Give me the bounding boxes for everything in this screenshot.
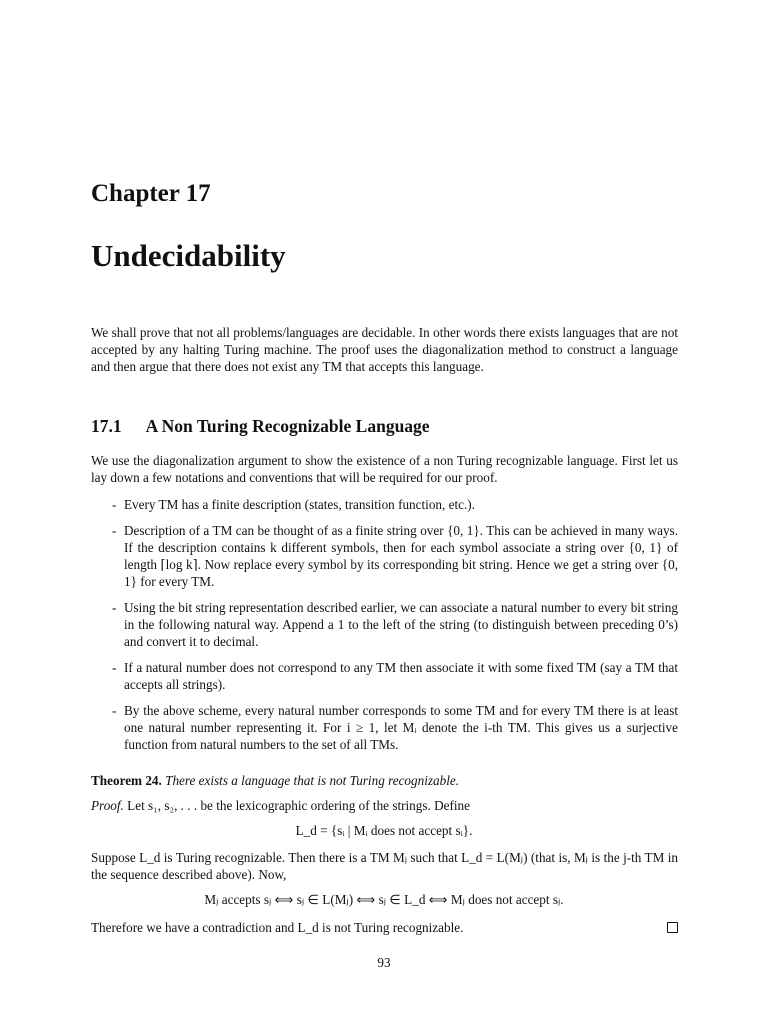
chapter-label: Chapter 17 [91,180,211,207]
chapter-title: Undecidability [91,238,286,273]
conventions-list [112,496,678,762]
section-number: 17.1 [91,416,122,436]
list-item: - Using the bit string representation described earlier, we can associate a natural number to every bit string in the following natural way. Append a 1 to the left of the string (to distinguish between preceding 0’s) and convert it to decimal. [112,599,678,650]
theorem-label: Theorem 24. [91,773,162,788]
theorem-statement: There exists a language that is not Turing recognizable. [165,773,460,788]
section-intro-paragraph: We use the diagonalization argument to show the existence of a non Turing recognizable language. First let us lay down a few notations and conventions that will be required for our proof. [91,453,678,485]
list-item: - If a natural number does not correspond to any TM then associate it with some fixed TM (say a TM that accepts all strings). [112,659,678,693]
section-title: A Non Turing Recognizable Language [145,416,430,436]
proof-suppose-paragraph: Suppose L_d is Turing recognizable. Then there is a TM Mⱼ such that L_d = L(Mⱼ) (that is, Mⱼ is the j-th TM in the sequence described above). Now, [91,850,678,882]
proof-label: Proof. [91,798,124,813]
equation-contradiction: Mⱼ accepts sⱼ ⟺ sⱼ ∈ L(Mⱼ) ⟺ sⱼ ∈ L_d ⟺ Mⱼ does not accept sⱼ. [204,892,564,907]
qed-square-icon [667,922,678,933]
list-item: - By the above scheme, every natural number corresponds to some TM and for every TM there is at least one natural number representing it. For i ≥ 1, let Mᵢ denote the i-th TM. This gives us a surjective function from natural numbers to the set of all TMs. [112,702,678,753]
list-item: - Description of a TM can be thought of as a finite string over {0, 1}. This can be achieved in many ways. If the description contains k different symbols, then for each symbol associate a string over {0, 1} of length ⌈log k⌉. Now replace every symbol by its corresponding bit string. Hence we get a string over {0, 1} for every TM. [112,522,678,590]
proof-text: Let s₁, s₂, . . . be the lexicographic ordering of the strings. Define [127,798,470,813]
chapter-intro-paragraph: We shall prove that not all problems/languages are decidable. In other words there exists languages that are not accepted by any halting Turing machine. The proof uses the diagonalization method to construct a language and then argue that there does not exist any TM that accepts this language. [91,325,678,374]
list-item: - Every TM has a finite description (states, transition function, etc.). [112,496,678,513]
equation-ld-definition: L_d = {sᵢ | Mᵢ does not accept sᵢ}. [295,823,473,838]
theorem [91,772,678,789]
page-number: 93 [377,955,391,970]
proof-conclusion: Therefore we have a contradiction and L_d is not Turing recognizable. [91,920,464,935]
proof-intro [91,797,678,814]
section-heading [91,416,430,437]
